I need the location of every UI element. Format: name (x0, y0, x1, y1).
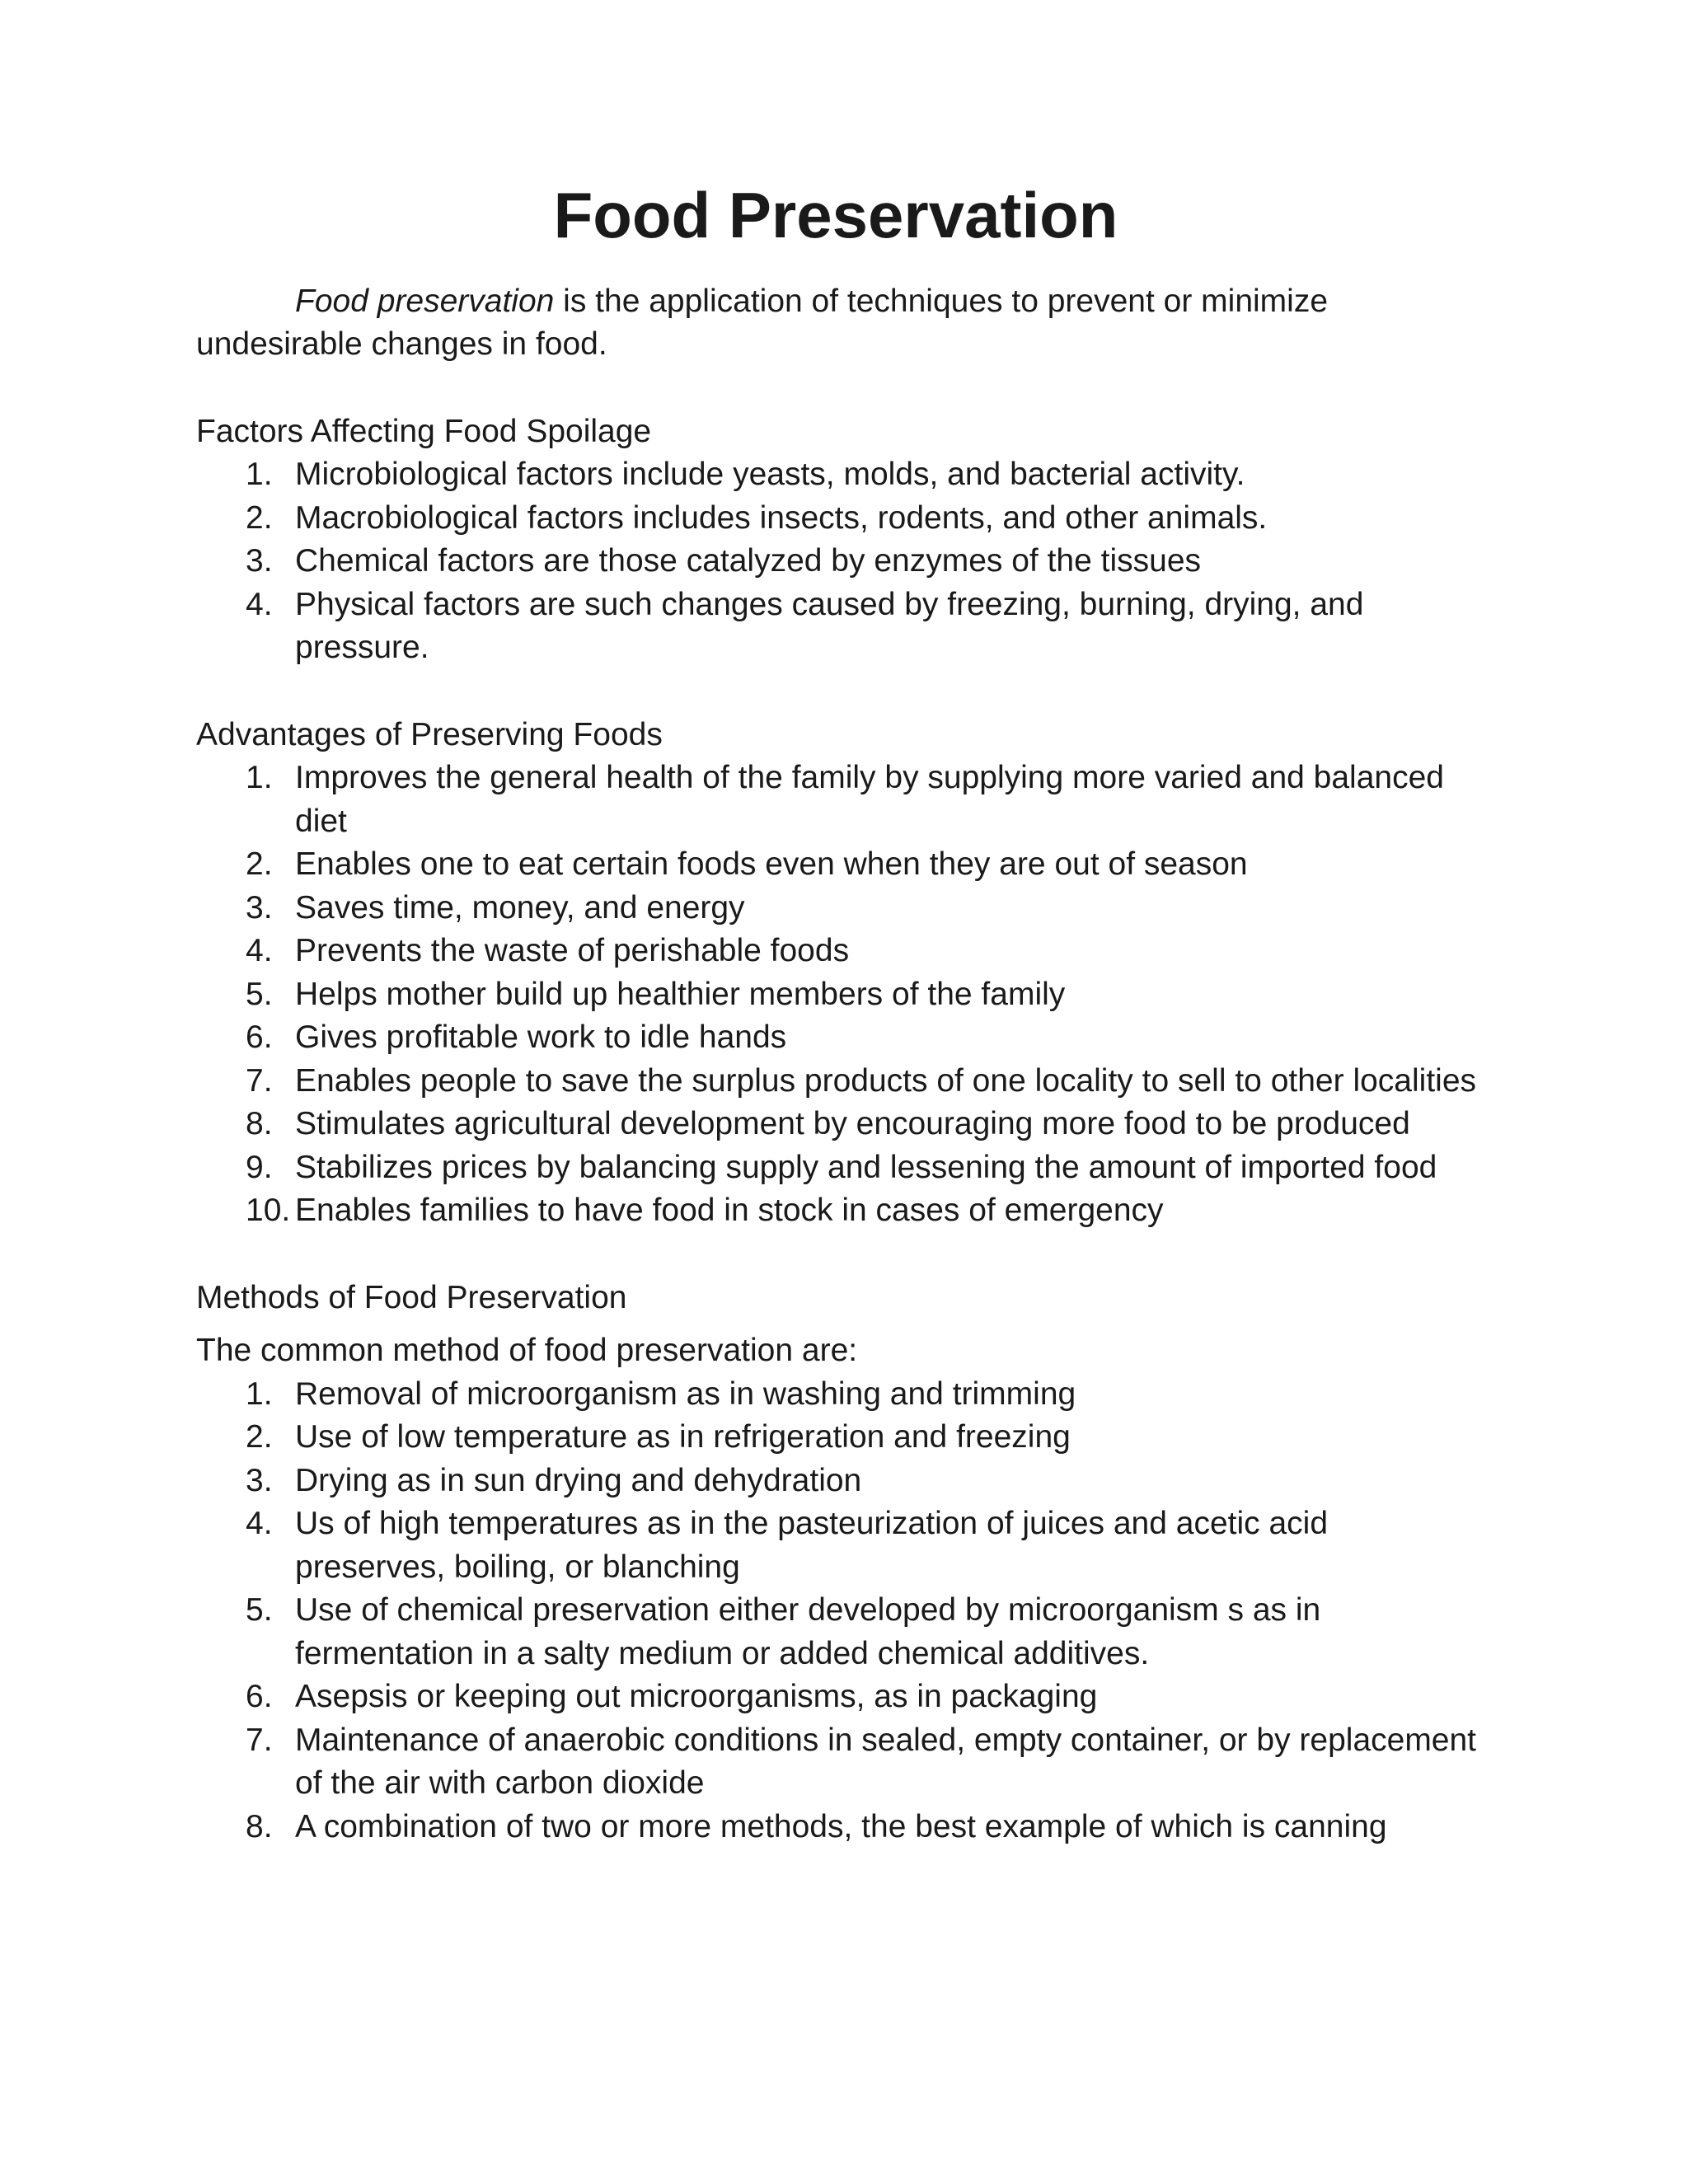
list-item-text: Improves the general health of the family by supplying more varied and balanced diet (295, 760, 1444, 839)
list-item (196, 1189, 1482, 1233)
list-item-text: Macrobiological factors includes insects, rodents, and other animals. (295, 499, 1268, 536)
list-item (196, 930, 1482, 973)
list-item-text: Stabilizes prices by balancing supply and lessening the amount of imported food (295, 1149, 1437, 1185)
list-item-text: Chemical factors are those catalyzed by enzymes of the tissues (295, 543, 1202, 579)
list-item-text: Use of chemical preservation either developed by microorganism s as in fermentation in a salty medium or added chemical additives. (295, 1592, 1321, 1671)
list-number: 2. (246, 499, 273, 536)
list-item (196, 453, 1482, 497)
list-item-text: Physical factors are such changes caused by freezing, burning, drying, and pressure. (295, 586, 1364, 665)
list-item (196, 1719, 1482, 1806)
list-item (196, 1675, 1482, 1719)
list-item (196, 887, 1482, 930)
list-item (196, 1416, 1482, 1460)
list-item-text: Helps mother build up healthier members of the family (295, 976, 1066, 1012)
intro-paragraph (196, 280, 1482, 367)
section-methods (196, 1277, 1482, 1849)
methods-list (196, 1373, 1482, 1849)
list-number: 5. (246, 1592, 273, 1628)
list-item (196, 1103, 1482, 1146)
advantages-list (196, 757, 1482, 1233)
list-item-text: Enables families to have food in stock in cases of emergency (295, 1193, 1164, 1228)
list-item (196, 1016, 1482, 1060)
list-item-text: Microbiological factors include yeasts, molds, and bacterial activity. (295, 457, 1245, 492)
list-number: 6. (246, 1679, 273, 1714)
list-item-text: Enables one to eat certain foods even when they are out of season (295, 846, 1248, 882)
list-number: 4. (246, 586, 273, 622)
list-number: 10. (246, 1193, 291, 1228)
list-number: 2. (246, 846, 273, 882)
list-number: 1. (246, 760, 273, 795)
list-number: 4. (246, 933, 273, 968)
list-number: 3. (246, 543, 273, 579)
list-item (196, 1373, 1482, 1417)
list-item-text: Use of low temperature as in refrigeration and freezing (295, 1419, 1071, 1455)
list-item-text: Drying as in sun drying and dehydration (295, 1462, 862, 1498)
list-item-text: Gives profitable work to idle hands (295, 1019, 787, 1055)
section-heading: Advantages of Preserving Foods (196, 716, 663, 752)
list-item (196, 973, 1482, 1017)
list-item (196, 1589, 1482, 1675)
list-number: 6. (246, 1019, 273, 1055)
document-body (196, 179, 1482, 1849)
list-item (196, 1060, 1482, 1104)
intro-term: Food preservation (295, 283, 555, 319)
list-item-text: Us of high temperatures as in the pasteurization of juices and acetic acid preserves, boiling, or blanching (295, 1506, 1329, 1585)
list-number: 3. (246, 1462, 273, 1498)
list-number: 8. (246, 1106, 273, 1141)
list-number: 8. (246, 1808, 273, 1844)
list-item-text: Asepsis or keeping out microorganisms, as in packaging (295, 1679, 1098, 1714)
list-item-text: A combination of two or more methods, the best example of which is canning (295, 1808, 1387, 1844)
section-spoilage-factors (196, 410, 1482, 670)
list-number: 7. (246, 1062, 273, 1099)
section-advantages (196, 714, 1482, 1233)
list-number: 5. (246, 976, 273, 1012)
list-item (196, 1502, 1482, 1589)
list-number: 9. (246, 1149, 273, 1185)
section-heading: Methods of Food Preservation (196, 1279, 627, 1315)
list-item-text: Removal of microorganism as in washing and trimming (295, 1376, 1076, 1412)
list-item (196, 843, 1482, 887)
list-item (196, 1806, 1482, 1849)
document-title: Food Preservation (553, 179, 1118, 251)
list-item-text: Maintenance of anaerobic conditions in sealed, empty container, or by replacement of the air with carbon dioxide (295, 1722, 1477, 1801)
list-number: 3. (246, 889, 273, 926)
section-heading: Factors Affecting Food Spoilage (196, 413, 652, 449)
list-number: 7. (246, 1722, 273, 1758)
list-item-text: Stimulates agricultural development by encouraging more food to be produced (295, 1106, 1410, 1141)
list-item (196, 757, 1482, 843)
list-item (196, 540, 1482, 583)
list-item (196, 1460, 1482, 1503)
list-item (196, 1146, 1482, 1190)
list-number: 1. (246, 457, 273, 492)
list-number: 2. (246, 1419, 273, 1455)
spoilage-factors-list (196, 453, 1482, 670)
list-item (196, 583, 1482, 670)
list-number: 4. (246, 1506, 273, 1541)
list-item-text: Saves time, money, and energy (295, 889, 745, 926)
intro-text: is the application of techniques to prevent or minimize undesirable changes in food. (196, 283, 1329, 362)
section-lead-text: The common method of food preservation are: (196, 1333, 858, 1368)
list-item-text: Prevents the waste of perishable foods (295, 933, 850, 968)
list-item (196, 497, 1482, 541)
list-item-text: Enables people to save the surplus products of one locality to sell to other localities (295, 1062, 1477, 1099)
list-number: 1. (246, 1376, 273, 1412)
